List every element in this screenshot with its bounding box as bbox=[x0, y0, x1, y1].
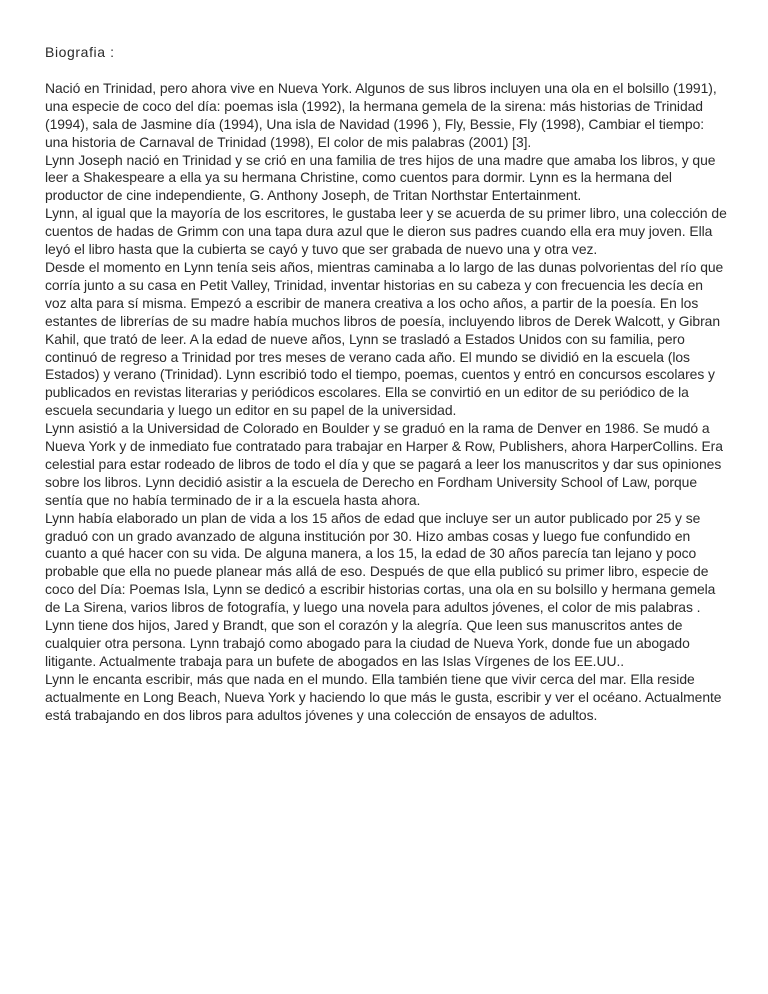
paragraph-intro-books: Nació en Trinidad, pero ahora vive en Nueva York. Algunos de sus libros incluyen una ola en el bolsillo (1991), una especie de coco del día: poemas isla (1992), la hermana gemela de la sirena: más historias de Trinidad (1994), sala de Jasmine día (1994), Una isla de Navidad (1996 ), Fly, Bessie, Fly (1998), Cambiar el tiempo: una historia de Carnaval de Trinidad (1998), El color de mis palabras (2001) [3]. bbox=[45, 79, 717, 150]
document-page bbox=[45, 44, 727, 725]
paragraph-life-plan: Lynn había elaborado un plan de vida a los 15 años de edad que incluye ser un autor publicado por 25 y se graduó con un grado avanzado de alguna institución por 30. Hizo ambas cosas y luego fue confundido en cuanto a qué hacer con su vida. De alguna manera, a los 15, la edad de 30 años parecía tan lejano y poco probable que ella no puede planear más allá de eso. Después de que ella publicó su primer libro, especie de coco del Día: Poemas Isla, Lynn se dedicó a escribir historias cortas, una ola en su bolsillo y hermana gemela de La Sirena, varios libros de fotografía, y luego una novela para adultos jóvenes, el color de mis palabras . bbox=[45, 509, 716, 616]
paragraph-children-law: Lynn tiene dos hijos, Jared y Brandt, que son el corazón y la alegría. Que leen sus manuscritos antes de cualquier otra persona. Lynn trabajó como abogado para la ciudad de Nueva York, donde fue un abogado litigante. Actualmente trabaja para un bufete de abogados en las Islas Vírgenes de los EE.UU.. bbox=[45, 617, 690, 669]
paragraph-family: Lynn Joseph nació en Trinidad y se crió en una familia de tres hijos de una madre que amaba los libros, y que leer a Shakespeare a ella ya su hermana Christine, como cuentos para dormir. Lynn es la hermana del productor de cine independiente, G. Anthony Joseph, de Tritan Northstar Entertainment. bbox=[45, 151, 716, 204]
paragraph-current-life: Lynn le encanta escribir, más que nada en el mundo. Ella también tiene que vivir cerca del mar. Ella reside actualmente en Long Beach, Nueva York y haciendo lo que más le gusta, escribir y ver el océano. Actualmente está trabajando en dos libros para adultos jóvenes y una colección de ensayos de adultos. bbox=[45, 670, 722, 723]
paragraph-university-career: Lynn asistió a la Universidad de Colorado en Boulder y se graduó en la rama de Denver en 1986. Se mudó a Nueva York y de inmediato fue contratado para trabajar en Harper & Row, Publishers, ahora HarperCollins. Era celestial para estar rodeado de libros de todo el día y que se pagará a leer los manuscritos y dar sus opiniones sobre los libros. Lynn decidió asistir a la escuela de Derecho en Fordham University School of Law, porque sentía que no había terminado de ir a la escuela hasta ahora. bbox=[45, 420, 723, 508]
paragraph-childhood-writing: Desde el momento en Lynn tenía seis años, mientras caminaba a lo largo de las dunas polvorientas del río que corría junto a su casa en Petit Valley, Trinidad, inventar historias en su cabeza y con frecuencia les decía en voz alta para sí misma. Empezó a escribir de manera creativa a los ocho años, a partir de la poesía. En los estantes de librerías de su madre había muchos libros de poesía, incluyendo libros de Derek Walcott, y Gibran Kahil, que trató de leer. A la edad de nueve años, Lynn se trasladó a Estados Unidos con su familia, pero continuó de regreso a Trinidad por tres meses de verano cada año. El mundo se dividió en la escuela (los Estados) y verano (Trinidad). Lynn escribió todo el tiempo, poemas, cuentos y entró en concursos escolares y publicados en revistas literarias y periódicos escolares. Ella se convirtió en un editor de su periódico de la escuela secundaria y luego un editor en su papel de la universidad. bbox=[45, 258, 724, 419]
paragraph-first-book: Lynn, al igual que la mayoría de los escritores, le gustaba leer y se acuerda de su primer libro, una colección de cuentos de hadas de Grimm con una tapa dura azul que le dieron sus padres cuando ella era muy joven. Ella leyó el libro hasta que la cubierta se cayó y tuvo que ser grabada de nuevo una y otra vez. bbox=[45, 205, 727, 258]
page-title: Biografia : bbox=[45, 44, 115, 60]
